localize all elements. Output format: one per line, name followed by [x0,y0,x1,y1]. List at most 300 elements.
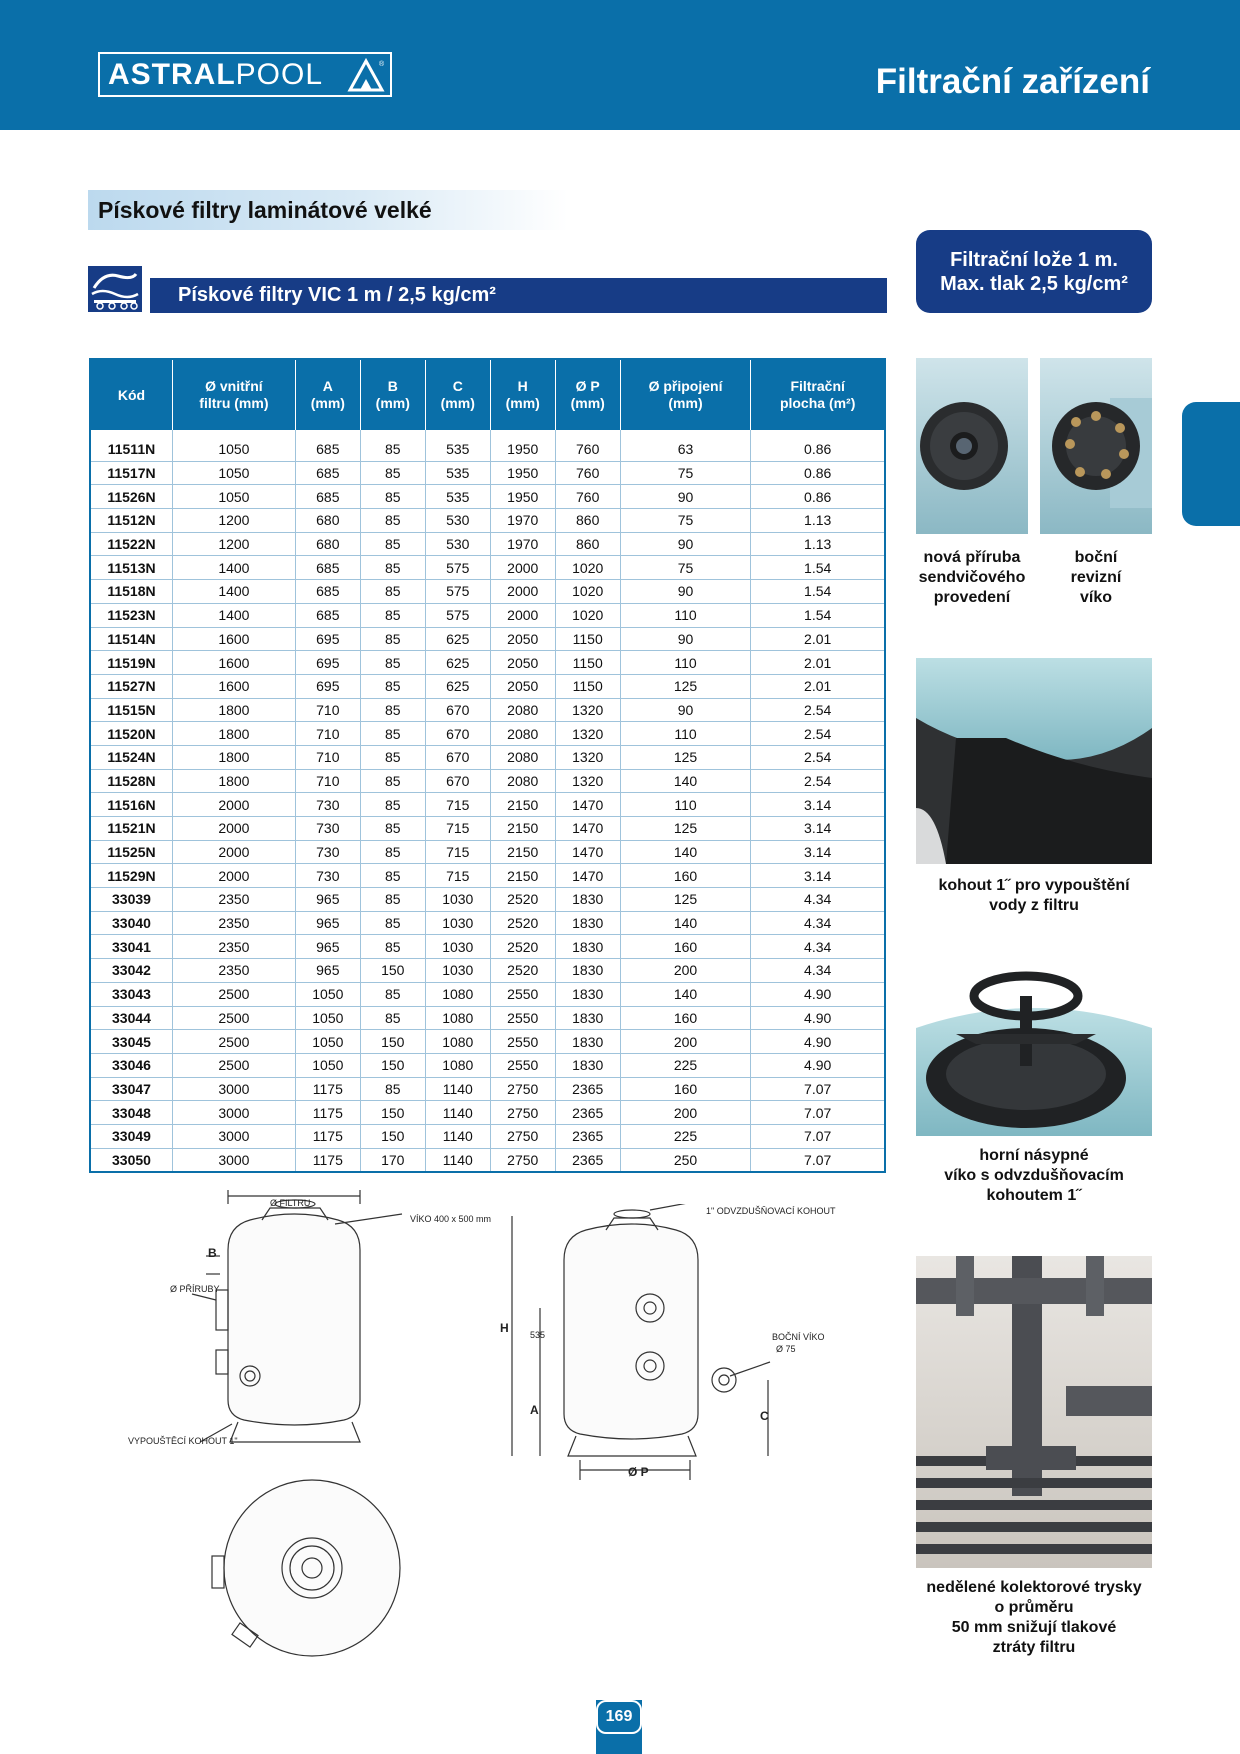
table-cell: 1140 [425,1148,490,1172]
table-cell: 85 [360,1077,425,1101]
table-cell: 75 [620,556,751,580]
product-code-cell: 11514N [90,627,172,651]
table-cell: 200 [620,1101,751,1125]
table-cell: 140 [620,769,751,793]
product-code-cell: 11519N [90,651,172,675]
table-cell: 2500 [172,1030,295,1054]
product-code-cell: 11522N [90,532,172,556]
table-cell: 110 [620,793,751,817]
table-cell: 3000 [172,1124,295,1148]
table-row [90,1006,885,1030]
table-cell: 90 [620,532,751,556]
table-cell: 1175 [295,1077,360,1101]
table-row [90,745,885,769]
table-cell: 715 [425,840,490,864]
table-cell: 85 [360,745,425,769]
product-code-cell: 11511N [90,438,172,461]
product-code-cell: 33047 [90,1077,172,1101]
table-row [90,556,885,580]
table-row [90,1053,885,1077]
table-cell: 7.07 [751,1077,885,1101]
table-cell: 625 [425,674,490,698]
table-row [90,698,885,722]
table-cell: 2050 [490,674,555,698]
table-cell: 2080 [490,698,555,722]
product-code-cell: 11528N [90,769,172,793]
svg-text:®: ® [379,61,385,68]
table-cell: 85 [360,793,425,817]
table-cell: 4.34 [751,935,885,959]
table-cell: 685 [295,603,360,627]
table-row [90,509,885,533]
table-cell: 1400 [172,580,295,604]
label-b: B [208,1246,217,1260]
table-cell: 1800 [172,698,295,722]
table-cell: 1050 [295,1053,360,1077]
table-cell: 2050 [490,651,555,675]
product-code-cell: 11521N [90,817,172,841]
table-cell: 2500 [172,1006,295,1030]
table-row [90,817,885,841]
table-cell: 2520 [490,959,555,983]
table-cell: 2.54 [751,769,885,793]
table-cell: 965 [295,888,360,912]
table-cell: 1175 [295,1101,360,1125]
table-cell: 225 [620,1124,751,1148]
table-cell: 85 [360,698,425,722]
table-cell: 2750 [490,1124,555,1148]
table-cell: 160 [620,1006,751,1030]
table-row [90,888,885,912]
table-cell: 85 [360,982,425,1006]
table-cell: 695 [295,651,360,675]
table-cell: 2000 [490,556,555,580]
table-cell: 2365 [555,1101,620,1125]
table-cell: 225 [620,1053,751,1077]
product-code-cell: 33044 [90,1006,172,1030]
table-cell: 90 [620,485,751,509]
product-code-cell: 11518N [90,580,172,604]
table-cell: 85 [360,532,425,556]
product-code-cell: 11523N [90,603,172,627]
table-cell: 110 [620,722,751,746]
table-cell: 85 [360,817,425,841]
table-cell: 3.14 [751,840,885,864]
table-row [90,1148,885,1172]
table-cell: 3000 [172,1077,295,1101]
table-cell: 85 [360,485,425,509]
spec-badge-line2: Max. tlak 2,5 kg/cm² [940,272,1128,295]
table-cell: 965 [295,935,360,959]
flange-photo [916,358,1028,534]
table-row [90,769,885,793]
side-view-drawing [120,1190,500,1460]
table-cell: 85 [360,438,425,461]
label-filter-dia: Ø FILTRU [270,1198,311,1208]
column-header: Ø vnitřní filtru (mm) [172,359,295,430]
label-535: 535 [530,1330,546,1340]
table-cell: 1320 [555,722,620,746]
table-cell: 1150 [555,627,620,651]
product-code-cell: 11512N [90,509,172,533]
table-cell: 150 [360,1124,425,1148]
table-cell: 2.54 [751,698,885,722]
table-cell: 75 [620,461,751,485]
spec-table [89,358,886,1173]
table-cell: 1830 [555,1030,620,1054]
table-cell: 860 [555,509,620,533]
table-cell: 2150 [490,793,555,817]
table-cell: 125 [620,745,751,769]
table-cell: 85 [360,888,425,912]
table-cell: 1830 [555,959,620,983]
product-code-cell: 11524N [90,745,172,769]
table-cell: 715 [425,817,490,841]
table-cell: 2550 [490,1006,555,1030]
product-code-cell: 11513N [90,556,172,580]
table-cell: 710 [295,722,360,746]
table-cell: 2550 [490,1053,555,1077]
logo-triangle-icon [346,57,386,93]
product-code-cell: 33042 [90,959,172,983]
product-code-cell: 33041 [90,935,172,959]
table-cell: 85 [360,911,425,935]
table-cell: 1175 [295,1148,360,1172]
pool-filter-icon [88,266,142,312]
product-code-cell: 33049 [90,1124,172,1148]
table-cell: 85 [360,1006,425,1030]
table-cell: 1470 [555,864,620,888]
table-cell: 85 [360,674,425,698]
product-code-cell: 33040 [90,911,172,935]
table-cell: 2365 [555,1077,620,1101]
table-cell: 1320 [555,698,620,722]
table-cell: 730 [295,793,360,817]
table-cell: 2.01 [751,627,885,651]
table-spacer-row [90,430,885,438]
table-cell: 2365 [555,1148,620,1172]
table-cell: 575 [425,603,490,627]
top-view-drawing [200,1476,420,1666]
table-cell: 75 [620,509,751,533]
table-row [90,935,885,959]
label-air-valve: 1" ODVZDUŠŇOVACÍ KOHOUT [706,1206,836,1216]
table-cell: 140 [620,911,751,935]
table-cell: 1080 [425,1006,490,1030]
table-cell: 7.07 [751,1148,885,1172]
table-row [90,722,885,746]
logo-text: ASTRALPOOL [108,57,324,91]
caption-top-lid: horní násypné víko s odvzdušňovacím kohoutem 1˝ [944,1147,1124,1204]
table-row [90,793,885,817]
table-cell: 1600 [172,651,295,675]
table-cell: 2520 [490,935,555,959]
table-cell: 1830 [555,911,620,935]
table-cell: 2750 [490,1148,555,1172]
table-cell: 730 [295,817,360,841]
table-cell: 1175 [295,1124,360,1148]
table-cell: 685 [295,438,360,461]
table-cell: 1080 [425,1053,490,1077]
table-cell: 1020 [555,580,620,604]
table-cell: 2.54 [751,722,885,746]
table-cell: 1050 [172,485,295,509]
table-cell: 2350 [172,959,295,983]
table-cell: 3.14 [751,864,885,888]
table-cell: 575 [425,556,490,580]
table-cell: 2.01 [751,674,885,698]
table-cell: 685 [295,461,360,485]
table-row [90,840,885,864]
label-lid: VÍKO 400 x 500 mm [410,1214,492,1224]
table-cell: 1950 [490,461,555,485]
caption-drain-valve: kohout 1˝ pro vypouštění vody z filtru [938,877,1130,914]
table-cell: 85 [360,509,425,533]
table-cell: 760 [555,485,620,509]
table-cell: 2350 [172,935,295,959]
table-cell: 2750 [490,1077,555,1101]
table-cell: 125 [620,817,751,841]
table-cell: 160 [620,935,751,959]
table-cell: 4.34 [751,959,885,983]
label-p: Ø P [628,1465,649,1479]
table-cell: 670 [425,745,490,769]
table-cell: 140 [620,982,751,1006]
table-cell: 1050 [172,461,295,485]
table-cell: 1.54 [751,580,885,604]
table-cell: 1050 [295,1006,360,1030]
table-cell: 1400 [172,603,295,627]
table-cell: 160 [620,864,751,888]
table-cell: 710 [295,698,360,722]
table-cell: 7.07 [751,1124,885,1148]
table-cell: 110 [620,603,751,627]
table-cell: 1030 [425,959,490,983]
table-row [90,1101,885,1125]
table-cell: 1140 [425,1077,490,1101]
section-title: Pískové filtry laminátové velké [88,190,568,230]
table-row [90,485,885,509]
table-cell: 1800 [172,722,295,746]
table-cell: 85 [360,722,425,746]
column-header: H (mm) [490,359,555,430]
table-row [90,603,885,627]
product-code-cell: 11515N [90,698,172,722]
column-header: A (mm) [295,359,360,430]
table-cell: 1970 [490,509,555,533]
table-cell: 680 [295,509,360,533]
table-cell: 110 [620,651,751,675]
table-cell: 2520 [490,888,555,912]
page-number: 169 [596,1700,642,1734]
table-cell: 85 [360,864,425,888]
table-cell: 1830 [555,935,620,959]
table-cell: 1470 [555,840,620,864]
table-cell: 4.34 [751,888,885,912]
table-cell: 2365 [555,1124,620,1148]
column-header: Ø P (mm) [555,359,620,430]
table-cell: 63 [620,438,751,461]
table-cell: 1.13 [751,532,885,556]
table-cell: 7.07 [751,1101,885,1125]
table-cell: 2000 [172,793,295,817]
table-row [90,438,885,461]
table-cell: 250 [620,1148,751,1172]
label-flange-dia: Ø PŘÍRUBY [170,1284,220,1294]
table-cell: 4.90 [751,1053,885,1077]
table-row [90,674,885,698]
table-cell: 1200 [172,532,295,556]
table-cell: 2000 [490,603,555,627]
spec-badge-line1: Filtrační lože 1 m. [950,248,1118,271]
table-cell: 2750 [490,1101,555,1125]
table-cell: 1030 [425,935,490,959]
table-cell: 670 [425,722,490,746]
table-cell: 1030 [425,888,490,912]
table-cell: 1970 [490,532,555,556]
table-cell: 2.54 [751,745,885,769]
table-cell: 670 [425,769,490,793]
table-cell: 535 [425,461,490,485]
table-cell: 2150 [490,840,555,864]
table-row [90,627,885,651]
table-cell: 200 [620,1030,751,1054]
table-cell: 2.01 [751,651,885,675]
label-side-lid: BOČNÍ VÍKO [772,1332,825,1342]
table-cell: 1140 [425,1124,490,1148]
product-code-cell: 33048 [90,1101,172,1125]
label-h: H [500,1321,509,1335]
front-view-drawing [500,1204,840,1480]
table-cell: 715 [425,864,490,888]
table-row [90,532,885,556]
product-code-cell: 33043 [90,982,172,1006]
table-cell: 685 [295,485,360,509]
table-cell: 760 [555,438,620,461]
table-cell: 85 [360,580,425,604]
table-cell: 85 [360,840,425,864]
column-header: Ø připojení (mm) [620,359,751,430]
page-title: Filtrační zařízení [875,62,1150,101]
product-code-cell: 11529N [90,864,172,888]
side-lid-photo [1040,358,1152,534]
table-cell: 90 [620,698,751,722]
table-cell: 695 [295,674,360,698]
table-cell: 1800 [172,745,295,769]
table-cell: 1800 [172,769,295,793]
table-cell: 0.86 [751,438,885,461]
table-cell: 85 [360,603,425,627]
table-row [90,982,885,1006]
table-row [90,1077,885,1101]
table-cell: 1020 [555,556,620,580]
table-cell: 730 [295,864,360,888]
table-cell: 2350 [172,911,295,935]
table-cell: 1320 [555,769,620,793]
label-a: A [530,1403,539,1417]
table-cell: 670 [425,698,490,722]
table-cell: 965 [295,959,360,983]
spec-badge [916,230,1152,313]
table-cell: 625 [425,627,490,651]
table-cell: 3000 [172,1101,295,1125]
table-cell: 1150 [555,674,620,698]
table-cell: 4.90 [751,982,885,1006]
table-cell: 1080 [425,982,490,1006]
table-cell: 730 [295,840,360,864]
nozzles-photo [916,1256,1152,1568]
table-cell: 2550 [490,1030,555,1054]
table-row [90,580,885,604]
table-cell: 685 [295,556,360,580]
table-header-row [90,359,885,430]
table-cell: 2050 [490,627,555,651]
table-cell: 1.54 [751,556,885,580]
label-drain: VYPOUŠTĚCÍ KOHOUT 1" [128,1436,238,1446]
product-code-cell: 33046 [90,1053,172,1077]
table-cell: 200 [620,959,751,983]
table-cell: 530 [425,509,490,533]
table-row [90,1030,885,1054]
table-cell: 965 [295,911,360,935]
table-cell: 680 [295,532,360,556]
table-cell: 1020 [555,603,620,627]
table-cell: 1200 [172,509,295,533]
table-cell: 1830 [555,1006,620,1030]
table-cell: 1830 [555,982,620,1006]
side-tab [1182,402,1240,526]
product-code-cell: 33045 [90,1030,172,1054]
table-cell: 715 [425,793,490,817]
product-code-cell: 11525N [90,840,172,864]
table-cell: 125 [620,674,751,698]
table-cell: 150 [360,959,425,983]
column-header: B (mm) [360,359,425,430]
table-cell: 2080 [490,722,555,746]
table-cell: 1830 [555,888,620,912]
table-row [90,651,885,675]
table-cell: 2080 [490,745,555,769]
table-row [90,1124,885,1148]
label-c: C [760,1409,769,1423]
table-cell: 3.14 [751,817,885,841]
table-cell: 530 [425,532,490,556]
table-cell: 2520 [490,911,555,935]
caption-side-lid: boční revizní víko [1070,549,1122,606]
table-row [90,911,885,935]
table-cell: 1600 [172,627,295,651]
table-cell: 535 [425,438,490,461]
product-code-cell: 11520N [90,722,172,746]
label-side-lid-dia: Ø 75 [776,1344,796,1354]
column-header: C (mm) [425,359,490,430]
table-cell: 1320 [555,745,620,769]
table-cell: 1050 [295,982,360,1006]
table-cell: 170 [360,1148,425,1172]
table-cell: 1080 [425,1030,490,1054]
table-cell: 85 [360,556,425,580]
table-cell: 2080 [490,769,555,793]
table-cell: 2000 [172,864,295,888]
table-cell: 2000 [172,840,295,864]
table-cell: 2000 [490,580,555,604]
product-code-cell: 11516N [90,793,172,817]
astralpool-logo [98,52,392,97]
table-cell: 90 [620,580,751,604]
table-cell: 1.54 [751,603,885,627]
table-cell: 1030 [425,911,490,935]
table-cell: 535 [425,485,490,509]
